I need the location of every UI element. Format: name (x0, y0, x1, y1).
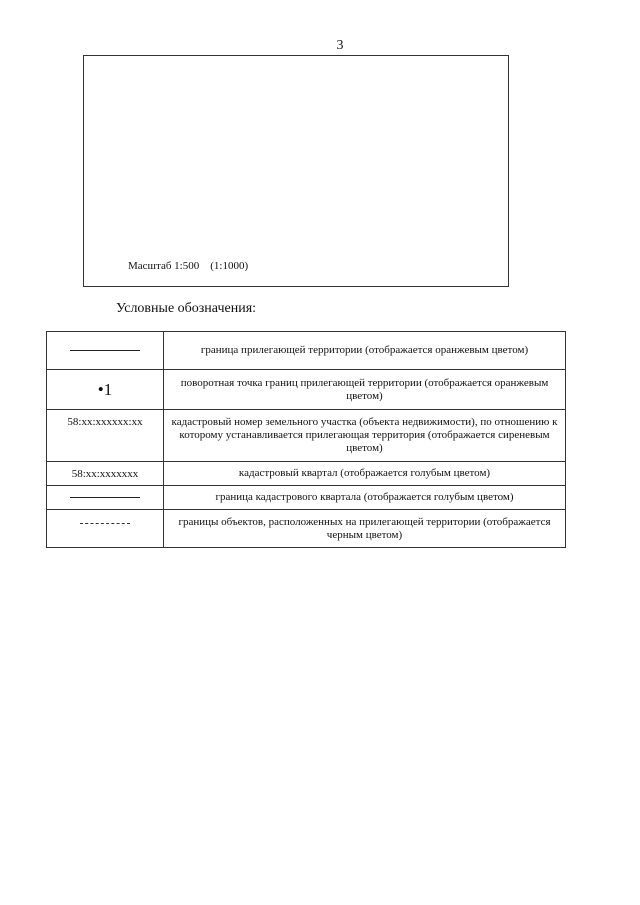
legend-row (47, 510, 566, 548)
legend-description: граница кадастрового квартала (отображается голубым цветом) (164, 486, 566, 510)
page-number: 3 (336, 38, 344, 53)
cadastral-quarter-symbol: 58:хх:ххххххх (71, 467, 139, 480)
legend-symbol-cell (47, 332, 164, 370)
legend-description: кадастровый номер земельного участка (объекта недвижимости), по отношению к которому устанавливается прилегающая территория (отображается сиреневым цветом) (164, 410, 566, 462)
legend-row (47, 410, 566, 462)
cadastral-number-symbol: 58:хх:хххххх:хх (67, 416, 143, 428)
legend-symbol-cell (47, 410, 164, 462)
legend-symbol-cell (47, 510, 164, 548)
legend-row (47, 370, 566, 410)
legend-symbol-cell (47, 462, 164, 486)
legend-description: поворотная точка границ прилегающей территории (отображается оранжевым цветом) (164, 370, 566, 410)
object-boundary-dashed-line-symbol (80, 523, 130, 524)
blue-quarter-boundary-line-symbol (70, 497, 140, 498)
legend-table (46, 331, 566, 548)
legend-row (47, 332, 566, 370)
legend-description: кадастровый квартал (отображается голубым цветом) (164, 462, 566, 486)
legend-row (47, 486, 566, 510)
legend-symbol-cell (47, 370, 164, 410)
legend-description: граница прилегающей территории (отображается оранжевым цветом) (164, 332, 566, 370)
legend-description: границы объектов, расположенных на прилегающей территории (отображается черным цветом) (164, 510, 566, 548)
map-scale-text: Масштаб 1:500 (1:1000) (128, 260, 249, 272)
legend-symbol-cell (47, 486, 164, 510)
legend-title: Условные обозначения: (116, 301, 257, 316)
orange-boundary-line-symbol (70, 350, 140, 351)
legend-row (47, 462, 566, 486)
map-frame (83, 55, 509, 287)
turning-point-symbol: •1 (97, 379, 113, 399)
